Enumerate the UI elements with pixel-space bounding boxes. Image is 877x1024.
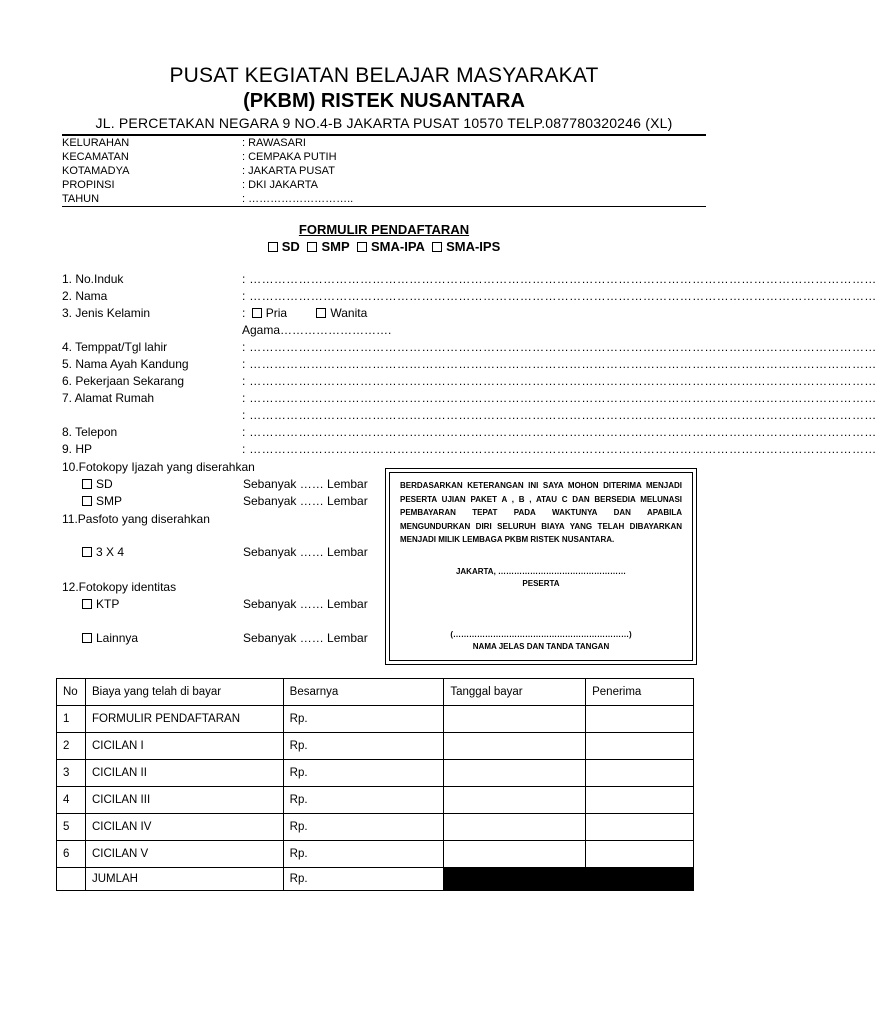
table-total-row xyxy=(57,868,694,891)
level-sd-label: SD xyxy=(281,239,300,254)
table-row xyxy=(57,787,694,814)
checkbox-ijazah-sd[interactable] xyxy=(82,479,92,489)
field-input-no-induk[interactable]: : ……………………………………………………………………………………………………………………………………… xyxy=(242,272,877,286)
row-number: 6 xyxy=(57,841,86,868)
total-label: JUMLAH xyxy=(85,868,283,891)
row-number: 2 xyxy=(57,733,86,760)
row-receiver-cell[interactable] xyxy=(586,841,694,868)
row-amount[interactable]: Rp. xyxy=(283,760,444,787)
row-item: CICILAN IV xyxy=(85,814,283,841)
checkbox-pasfoto[interactable] xyxy=(82,547,92,557)
ijazah-sd-option xyxy=(82,476,113,492)
row-date-cell[interactable] xyxy=(444,787,586,814)
statement-box xyxy=(385,468,697,665)
row-receiver-cell[interactable] xyxy=(586,733,694,760)
total-number xyxy=(57,868,86,891)
field-input-nama[interactable]: : ……………………………………………………………………………………………………………………………………… xyxy=(242,289,877,303)
row-item: CICILAN II xyxy=(85,760,283,787)
gender-pria-label: Pria xyxy=(265,306,288,320)
column-header: No xyxy=(57,679,86,706)
pasfoto-option xyxy=(82,544,124,560)
row-date-cell[interactable] xyxy=(444,733,586,760)
ijazah-smp-label: SMP xyxy=(96,494,123,508)
level-sma-ipa-label: SMA-IPA xyxy=(371,239,425,254)
row-amount[interactable]: Rp. xyxy=(283,814,444,841)
row-receiver-cell[interactable] xyxy=(586,760,694,787)
gender-options xyxy=(242,305,367,321)
info-value[interactable]: : ……………………….. xyxy=(242,193,354,205)
row-item: CICILAN V xyxy=(85,841,283,868)
checkbox-pria[interactable] xyxy=(252,308,262,318)
checkbox-sma-ipa[interactable] xyxy=(357,242,367,252)
religion-field[interactable]: Agama………………………. xyxy=(242,323,392,337)
total-date-blackout xyxy=(444,868,586,891)
row-item: CICILAN I xyxy=(85,733,283,760)
lainnya-qty[interactable]: Sebanyak …… Lembar xyxy=(243,631,368,645)
statement-inner-border xyxy=(389,472,693,661)
field-input-hp[interactable]: : ……………………………………………………………………………………………………………………………………… xyxy=(242,442,877,456)
field-input-alamat-1[interactable]: : ……………………………………………………………………………………………………………………………………… xyxy=(242,391,877,405)
info-value: : DKI JAKARTA xyxy=(242,179,319,191)
level-sma-ips-label: SMA-IPS xyxy=(446,239,501,254)
field-label-nama-ayah: 5. Nama Ayah Kandung xyxy=(62,357,189,371)
column-header: Tanggal bayar xyxy=(444,679,586,706)
field-label-telepon: 8. Telepon xyxy=(62,425,118,439)
field-label-pekerjaan: 6. Pekerjaan Sekarang xyxy=(62,374,185,388)
row-receiver-cell[interactable] xyxy=(586,787,694,814)
field-label-no-induk: 1. No.Induk xyxy=(62,272,124,286)
checkbox-ijazah-smp[interactable] xyxy=(82,496,92,506)
column-header: Besarnya xyxy=(283,679,444,706)
identitas-lainnya-option xyxy=(82,630,138,646)
pasfoto-qty[interactable]: Sebanyak …… Lembar xyxy=(243,545,368,559)
institution-address: JL. PERCETAKAN NEGARA 9 NO.4-B JAKARTA PUSAT 10570 TELP.087780320246 (XL) xyxy=(95,115,673,131)
field-input-nama-ayah[interactable]: : ……………………………………………………………………………………………………………………………………… xyxy=(242,357,877,371)
statement-place-date[interactable]: JAKARTA, ………………………………………… xyxy=(455,567,627,576)
row-amount[interactable]: Rp. xyxy=(283,841,444,868)
row-receiver-cell[interactable] xyxy=(586,706,694,733)
ijazah-sd-qty[interactable]: Sebanyak …… Lembar xyxy=(243,477,368,491)
checkbox-ktp[interactable] xyxy=(82,599,92,609)
row-number: 1 xyxy=(57,706,86,733)
field-input-ttl[interactable]: : ……………………………………………………………………………………………………………………………………… xyxy=(242,340,877,354)
signature-caption: NAMA JELAS DAN TANDA TANGAN xyxy=(472,642,610,651)
table-row xyxy=(57,706,694,733)
row-amount[interactable]: Rp. xyxy=(283,733,444,760)
info-label: TAHUN xyxy=(62,193,100,205)
table-row xyxy=(57,733,694,760)
column-header: Penerima xyxy=(586,679,694,706)
item-pasfoto-heading: 11.Pasfoto yang diserahkan xyxy=(62,512,210,526)
field-label-alamat: 7. Alamat Rumah xyxy=(62,391,155,405)
item-identitas-heading: 12.Fotokopy identitas xyxy=(62,580,177,594)
level-options xyxy=(0,239,768,254)
field-input-telepon[interactable]: : ……………………………………………………………………………………………………………………………………… xyxy=(242,425,877,439)
row-date-cell[interactable] xyxy=(444,814,586,841)
field-input-pekerjaan[interactable]: : ……………………………………………………………………………………………………………………………………… xyxy=(242,374,877,388)
field-label-hp: 9. HP xyxy=(62,442,93,456)
checkbox-smp[interactable] xyxy=(307,242,317,252)
row-number: 5 xyxy=(57,814,86,841)
row-amount[interactable]: Rp. xyxy=(283,706,444,733)
checkbox-lainnya[interactable] xyxy=(82,633,92,643)
table-row xyxy=(57,841,694,868)
info-label: KECAMATAN xyxy=(62,151,129,163)
statement-role: PESERTA xyxy=(522,579,560,588)
row-number: 4 xyxy=(57,787,86,814)
row-date-cell[interactable] xyxy=(444,760,586,787)
ijazah-smp-option xyxy=(82,493,122,509)
field-label-jenis-kelamin: 3. Jenis Kelamin xyxy=(62,306,151,320)
institution-subtitle: (PKBM) RISTEK NUSANTARA xyxy=(243,90,525,112)
total-amount[interactable]: Rp. xyxy=(283,868,444,891)
ktp-label: KTP xyxy=(96,597,120,611)
row-item: FORMULIR PENDAFTARAN xyxy=(85,706,283,733)
row-date-cell[interactable] xyxy=(444,841,586,868)
identitas-ktp-option xyxy=(82,596,119,612)
gender-colon: : xyxy=(242,306,246,320)
field-label-ttl: 4. Temppat/Tgl lahir xyxy=(62,340,168,354)
checkbox-sd[interactable] xyxy=(268,242,278,252)
ijazah-smp-qty[interactable]: Sebanyak …… Lembar xyxy=(243,494,368,508)
row-amount[interactable]: Rp. xyxy=(283,787,444,814)
row-date-cell[interactable] xyxy=(444,706,586,733)
row-number: 3 xyxy=(57,760,86,787)
lainnya-label: Lainnya xyxy=(96,631,139,645)
field-input-alamat-2[interactable]: : ……………………………………………………………………………………………………………………………………… xyxy=(242,408,877,422)
statement-text: BERDASARKAN KETERANGAN INI SAYA MOHON DITERIMA MENJADI PESERTA UJIAN PAKET A , B , ATAU C DAN BERSEDIA MELUNASI PEMBAYARAN TEPAT PADA WAKTUNYA DAN APABILA MENGUNDURKAN DIRI SELURUH BIAYA YANG TELAH DIBAYARKAN MENJADI MILIK LEMBAGA PKBM RISTEK NUSANTARA. xyxy=(400,481,682,544)
payment-table xyxy=(56,678,694,891)
table-row xyxy=(57,814,694,841)
field-label-nama: 2. Nama xyxy=(62,289,108,303)
checkbox-wanita[interactable] xyxy=(316,308,326,318)
signature-line[interactable]: (…………………………………………………………) xyxy=(450,630,632,639)
info-value: : RAWASARI xyxy=(242,137,306,149)
info-value: : CEMPAKA PUTIH xyxy=(242,151,337,163)
info-label: KELURAHAN xyxy=(62,137,130,149)
pasfoto-label: 3 X 4 xyxy=(96,545,125,559)
gender-wanita-label: Wanita xyxy=(330,306,368,320)
item-ijazah-heading: 10.Fotokopy Ijazah yang diserahkan xyxy=(62,460,255,474)
column-header: Biaya yang telah di bayar xyxy=(85,679,283,706)
ktp-qty[interactable]: Sebanyak …… Lembar xyxy=(243,597,368,611)
total-receiver-blackout xyxy=(586,868,694,891)
row-item: CICILAN III xyxy=(85,787,283,814)
info-label: PROPINSI xyxy=(62,179,115,191)
level-smp-label: SMP xyxy=(321,239,350,254)
row-receiver-cell[interactable] xyxy=(586,814,694,841)
form-title: FORMULIR PENDAFTARAN xyxy=(298,222,470,237)
table-header-row xyxy=(57,679,694,706)
info-divider xyxy=(62,206,706,207)
info-value: : JAKARTA PUSAT xyxy=(242,165,335,177)
ijazah-sd-label: SD xyxy=(96,477,113,491)
info-label: KOTAMADYA xyxy=(62,165,130,177)
checkbox-sma-ips[interactable] xyxy=(432,242,442,252)
institution-name: PUSAT KEGIATAN BELAJAR MASYARAKAT xyxy=(169,64,599,87)
table-row xyxy=(57,760,694,787)
